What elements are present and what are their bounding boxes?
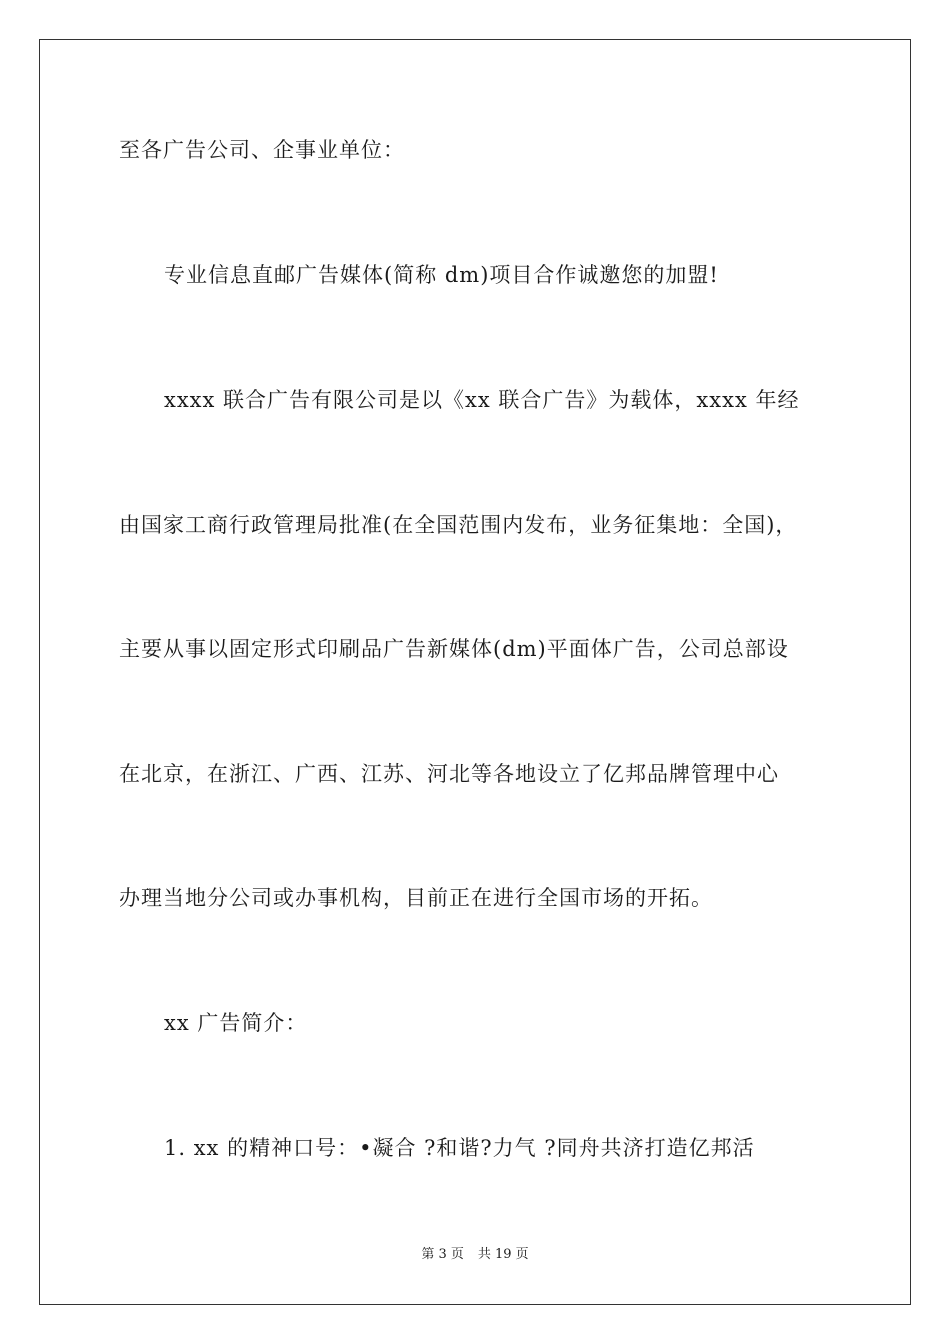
page-total: 共 19 页 [477,1247,529,1262]
list-item: 1. xx 的精神口号：•凝合 ?和谐?力气 ?同舟共济打造亿邦活 [164,1136,755,1160]
salutation-line: 至各广告公司、企事业单位： [119,138,405,162]
paragraph-line: 办理当地分公司或办事机构，目前正在进行全国市场的开拓。 [119,886,713,910]
paragraph-line: 主要从事以固定形式印刷品广告新媒体(dm)平面体广告，公司总部设 [119,637,789,661]
page-border [39,39,911,1305]
paragraph-line: xxxx 联合广告有限公司是以《xx 联合广告》为载体，xxxx 年经 [164,388,800,412]
page-footer [0,1246,950,1264]
paragraph-line: 专业信息直邮广告媒体(简称 dm)项目合作诚邀您的加盟! [164,263,719,287]
paragraph-line: 由国家工商行政管理局批准(在全国范围内发布，业务征集地：全国)， [119,513,798,537]
section-heading: xx 广告简介： [164,1011,308,1035]
paragraph-line: 在北京，在浙江、广西、江苏、河北等各地设立了亿邦品牌管理中心 [119,762,779,786]
page-number: 第 3 页 [421,1247,464,1262]
